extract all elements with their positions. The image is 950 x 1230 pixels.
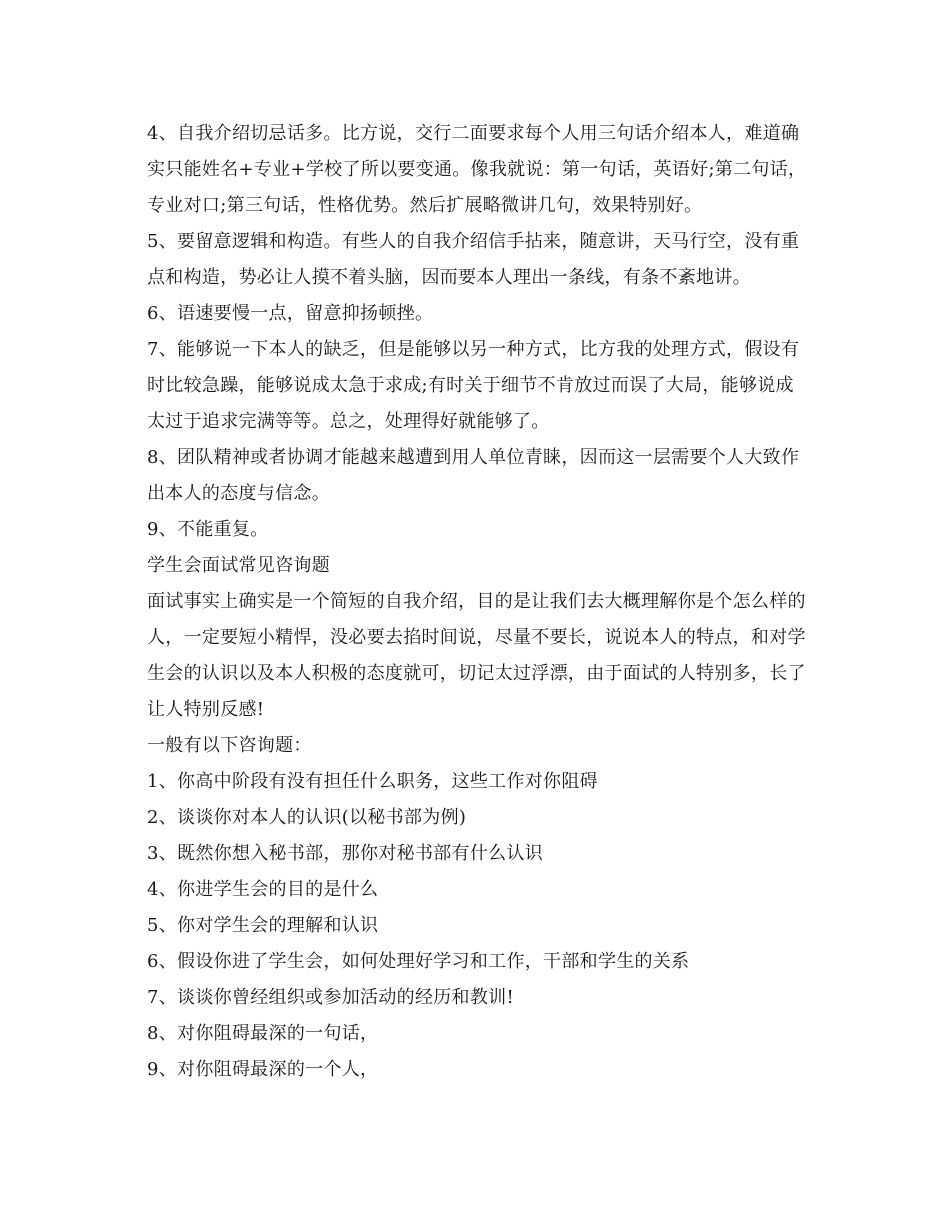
question-item: 2、谈谈你对本人的认识(以秘书部为例) [147,807,467,828]
question-item: 1、你高中阶段有没有担任什么职务，这些工作对你阻碍 [147,771,598,792]
question-item: 3、既然你想入秘书部，那你对秘书部有什么认识 [147,843,544,864]
question-item: 9、对你阻碍最深的一个人， [147,1059,379,1080]
question-list-intro: 一般有以下咨询题： [147,735,312,756]
section-heading: 学生会面试常见咨询题 [147,555,330,576]
document-body [147,116,807,1088]
paragraph-tip-9: 9、不能重复。 [147,519,269,540]
paragraph-tip-6: 6、语速要慢一点，留意抑扬顿挫。 [147,303,434,324]
question-item: 5、你对学生会的理解和认识 [147,915,379,936]
paragraph-tip-5: 5、要留意逻辑和构造。有些人的自我介绍信手拈来，随意讲，天马行空，没有重点和构造，势必让人摸不着头脑，因而要本人理出一条线，有条不紊地讲。 [147,231,800,288]
paragraph-intro: 面试事实上确实是一个简短的自我介绍，目的是让我们去大概理解你是个怎么样的人，一定要短小精悍，没必要去掐时间说，尽量不要长，说说本人的特点，和对学生会的认识以及本人积极的态度就可，切记太过浮漂，由于面试的人特别多，长了让人特别反感! [147,591,806,720]
paragraph-tip-8: 8、团队精神或者协调才能越来越遭到用人单位青睐，因而这一层需要个人大致作出本人的态度与信念。 [147,447,800,504]
question-item: 7、谈谈你曾经组织或参加活动的经历和教训! [147,987,514,1008]
paragraph-tip-7: 7、能够说一下本人的缺乏，但是能够以另一种方式，比方我的处理方式，假设有时比较急躁，能够说成太急于求成;有时关于细节不肯放过而误了大局，能够说成太过于追求完满等等。总之，处理得好就能够了。 [147,339,800,432]
paragraph-tip-4: 4、自我介绍切忌话多。比方说，交行二面要求每个人用三句话介绍本人，难道确实只能姓名+专业+学校了所以要变通。像我就说：第一句话，英语好;第二句话，专业对口;第三句话，性格优势。然后扩展略微讲几句，效果特别好。 [147,123,807,216]
question-item: 6、假设你进了学生会，如何处理好学习和工作，干部和学生的关系 [147,951,690,972]
question-item: 4、你进学生会的目的是什么 [147,879,379,900]
question-item: 8、对你阻碍最深的一句话， [147,1023,379,1044]
